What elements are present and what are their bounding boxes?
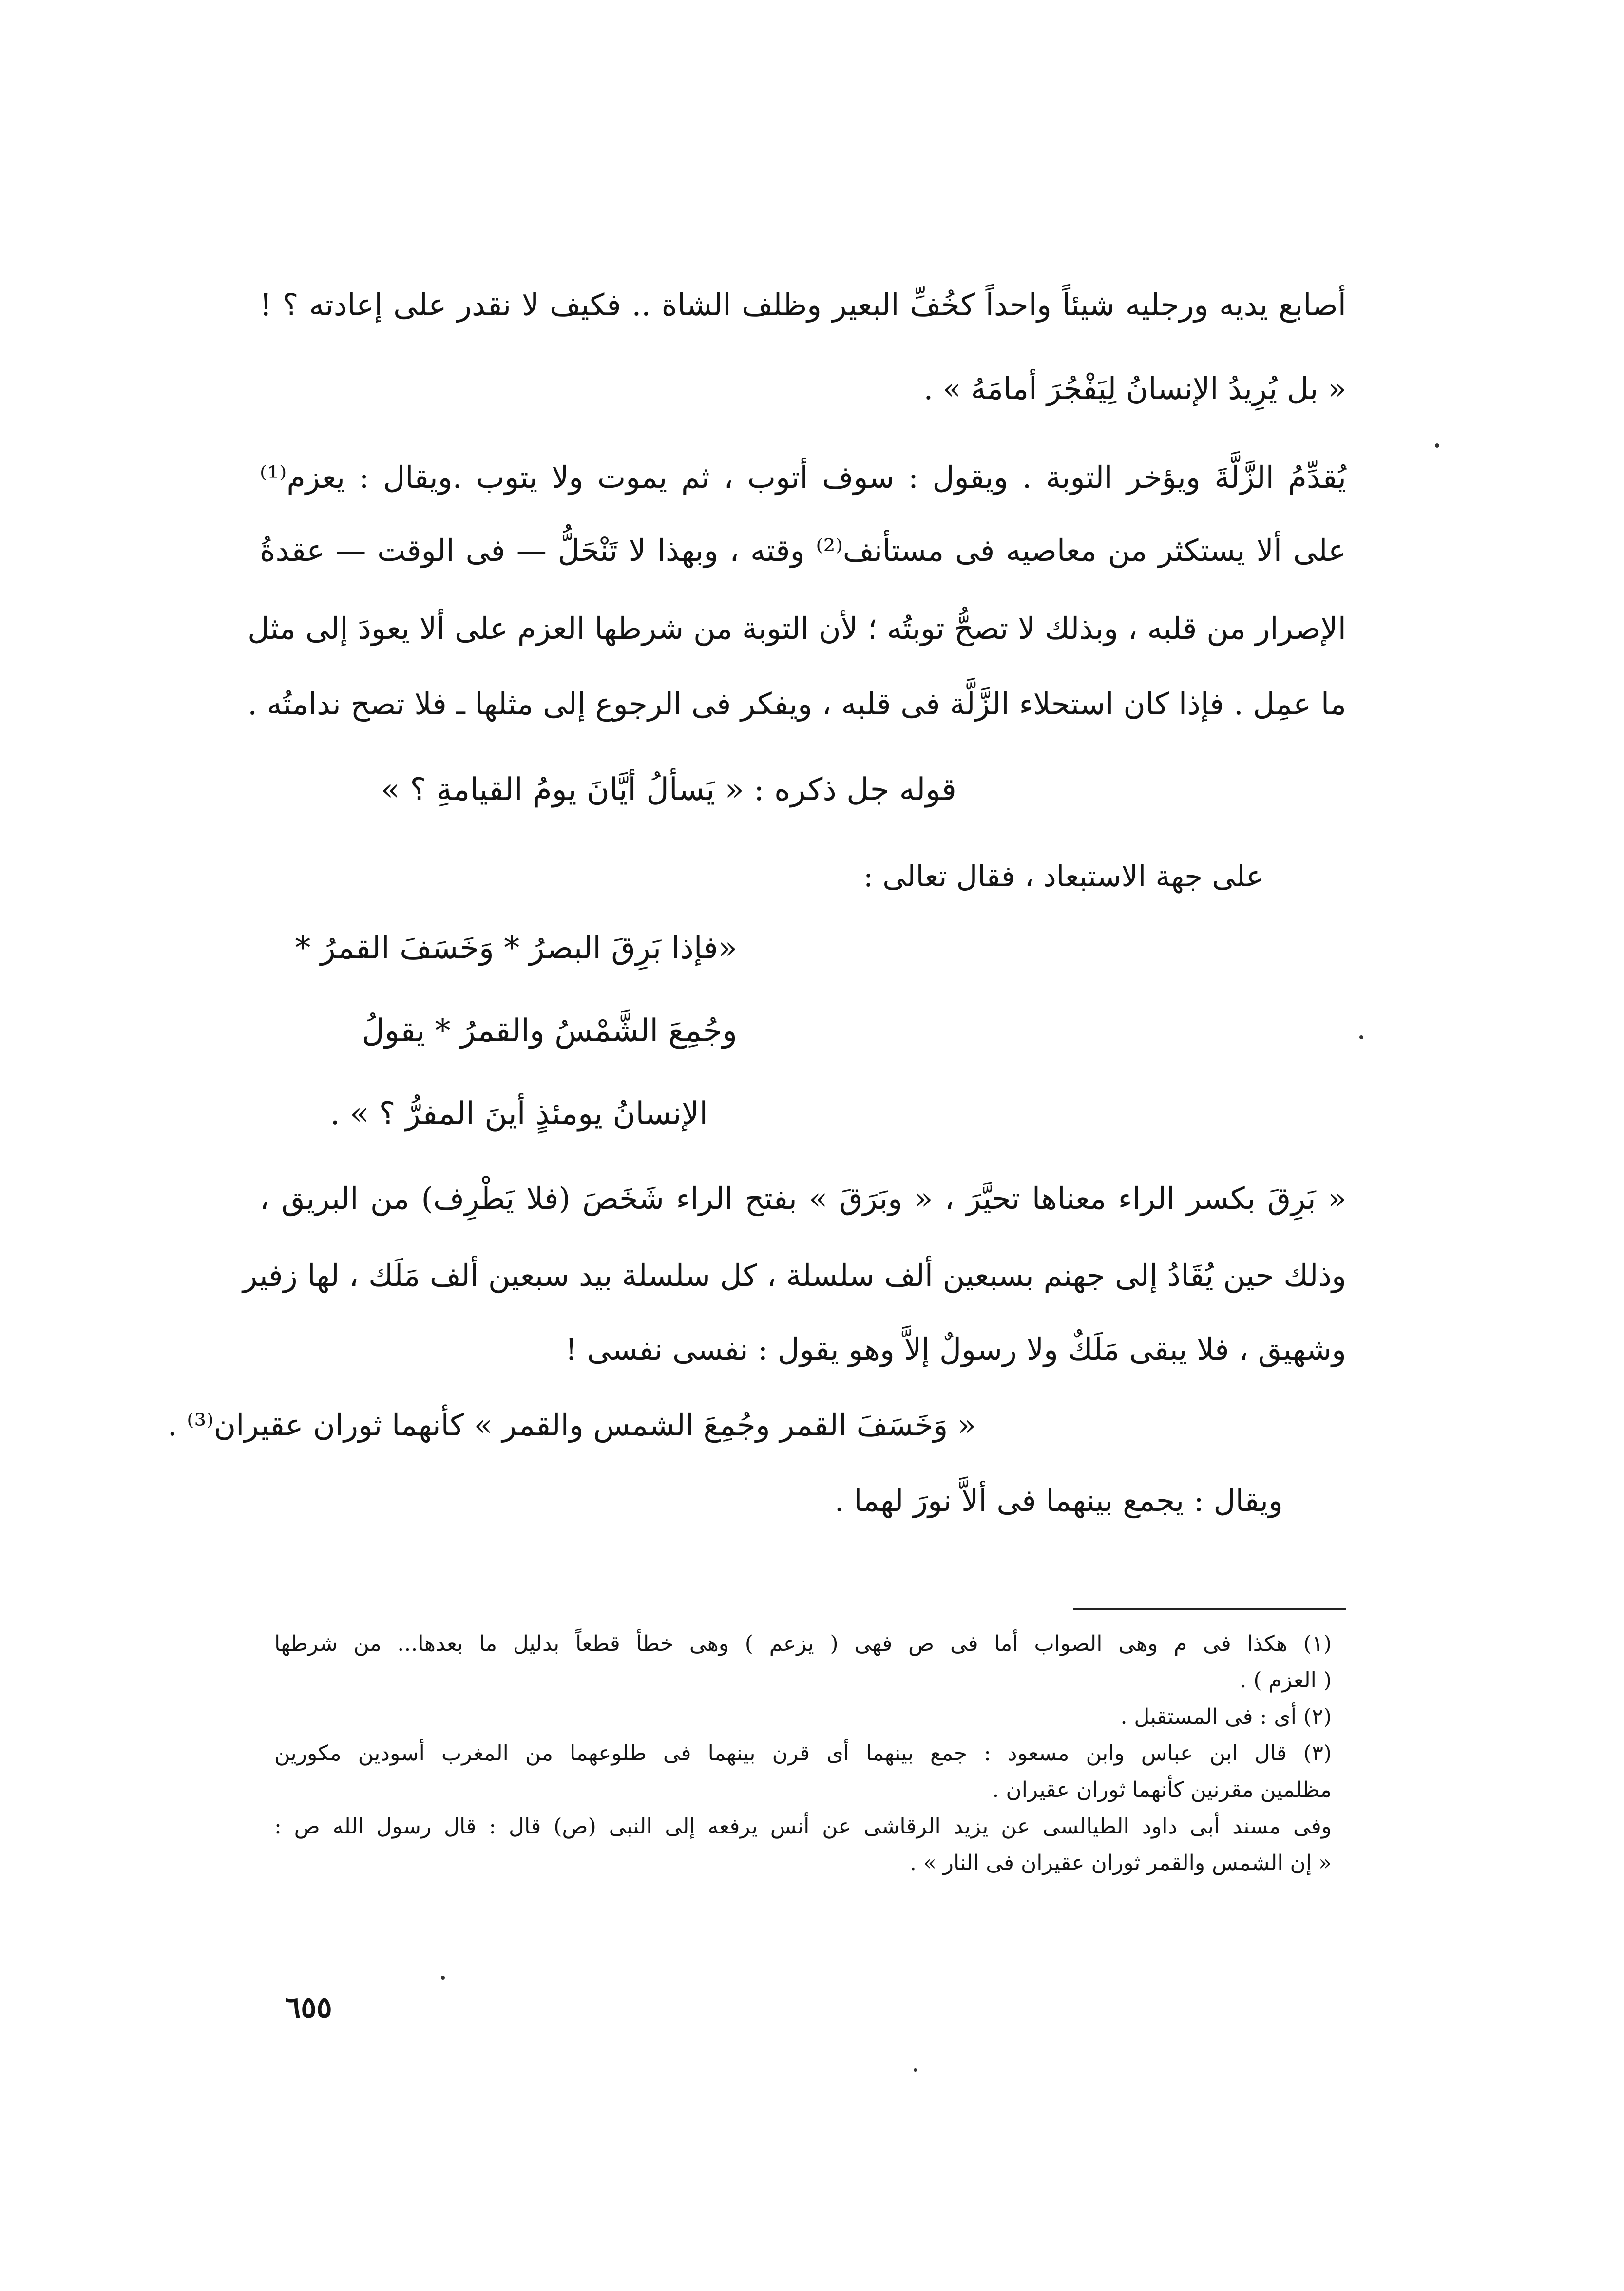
body-line: « بَرِقَ بكسر الراء معناها تحيَّرَ ، « وبَرَقَ » بفتح الراء شَخَصَ (فلا يَطْرِف) من البريق ، <box>260 1181 1347 1216</box>
footnote: ( العزم ) . <box>1240 1668 1332 1693</box>
footnote-divider <box>1073 1608 1346 1610</box>
istibad-line: على جهة الاستبعاد ، فقال تعالى : <box>863 859 1263 894</box>
body-line: ما عمِل . فإذا كان استحلاء الزَّلَّة فى قلبه ، ويفكر فى الرجوع إلى مثلها ـ فلا تصح ندامتُه . <box>248 686 1346 722</box>
body-line: على ألا يستكثر من معاصيه فى مستأنف⁽²⁾ وقته ، وبهذا لا تَنْحَلُّ — فى الوقت — عقدةُ <box>260 533 1346 568</box>
body-line: وشهيق ، فلا يبقى مَلَكٌ ولا رسولٌ إلاَّ وهو يقول : نفسى نفسى ! <box>565 1332 1346 1367</box>
body-line: أصابع يديه ورجليه شيئاً واحداً كخُفِّ البعير وظلف الشاة .. فكيف لا نقدر على إعادته ؟ ! <box>260 287 1346 323</box>
body-line: وذلك حين يُقَادُ إلى جهنم بسبعين ألف سلسلة ، كل سلسلة بيد سبعين ألف مَلَك ، لها زفير <box>243 1258 1346 1293</box>
footnote: مظلمين مقرنين كأنهما ثوران عقيران . <box>992 1777 1332 1802</box>
body-line: يُقدِّمُ الزَّلَّةَ ويؤخر التوبة . ويقول : سوف أتوب ، ثم يموت ولا يتوب .ويقال : يعزم⁽¹⁾ <box>260 459 1346 495</box>
verse-heading: قوله جل ذكره : « يَسألُ أيَّانَ يومُ القيامةِ ؟ » <box>381 772 956 808</box>
poem-line: الإنسانُ يومئذٍ أينَ المفرُّ ؟ » . <box>330 1096 708 1132</box>
footnote: وفى مسند أبى داود الطيالسى عن يزيد الرقاشى عن أنس يرفعه إلى النبى (ص) قال : قال رسول الله ص : <box>274 1814 1332 1839</box>
scan-speck <box>1359 1035 1363 1039</box>
footnote: (٢) أى : فى المستقبل . <box>1120 1704 1332 1729</box>
scan-speck <box>441 1976 445 1980</box>
quran-verse-line: « بل يُرِيدُ الإنسانُ لِيَفْجُرَ أمامَهُ » . <box>923 371 1346 406</box>
footnote: (٣) قال ابن عباس وابن مسعود : جمع بينهما أى قرن بينهما فى طلوعهما من المغرب أسودين مكورين <box>274 1741 1332 1766</box>
poem-line: «فإذا بَرِقَ البصرُ * وَخَسَفَ القمرُ * <box>295 930 737 966</box>
body-line: الإصرار من قلبه ، وبذلك لا تصحُّ توبتُه ؛ لأن التوبة من شرطها العزم على ألا يعودَ إلى مثل <box>248 611 1346 646</box>
footnote: (١) هكذا فى م وهى الصواب أما فى ص فهى ( يزعم ) وهى خطأ قطعاً بدليل ما بعدها... من شرطها <box>274 1631 1332 1656</box>
body-line: ويقال : يجمع بينهما فى ألاَّ نورَ لهما . <box>834 1483 1283 1518</box>
scan-speck <box>914 2068 917 2072</box>
page-number: ٦٥٥ <box>285 1990 332 2024</box>
footnote: « إن الشمس والقمر ثوران عقيران فى النار » . <box>909 1851 1332 1875</box>
scan-speck <box>1435 443 1439 448</box>
body-line: « وَخَسَفَ القمر وجُمِعَ الشمس والقمر » كأنهما ثوران عقيران⁽³⁾ . <box>167 1407 976 1443</box>
poem-line: وجُمِعَ الشَّمْسُ والقمرُ * يقولُ <box>362 1013 737 1049</box>
